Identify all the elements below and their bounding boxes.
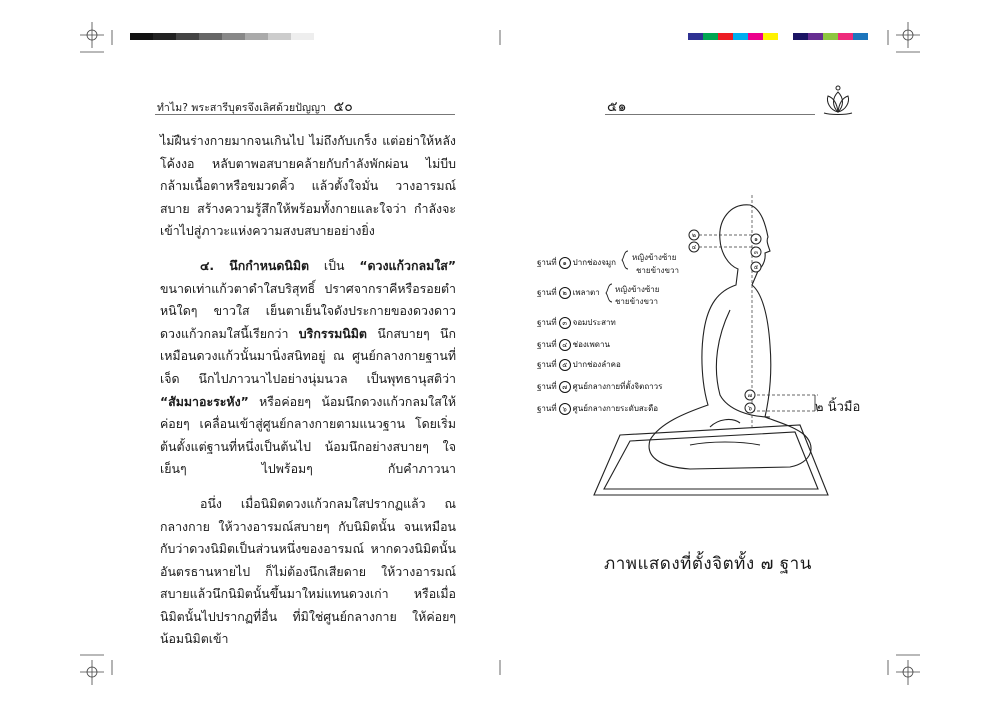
gray-swatch (245, 33, 268, 40)
meditation-mat (594, 425, 828, 495)
step-heading: ๔. นึกกำหนดนิมิต (200, 257, 310, 273)
marker-label: ๖ (748, 405, 752, 412)
paragraph-maintaining: อนึ่ง เมื่อนิมิตดวงแก้วกลมใสปรากฏแล้ว ณ กลางกาย ให้วางอารมณ์สบายๆ กับนิมิตนั้น จนเหมือนกับว่าดวงนิมิตเป็นส่วนหนึ่งของอารมณ์ หากดวงนิมิตนั้นอันตรธานหายไป ก็ไม่ต้องนึกเสียดาย ให้วางอารมณ์สบายแล้วนึกนิมิตนั้นขึ้นมาใหม่แทนดวงเก่า หรือเมื่อนิมิตนั้นไปปรากฏที่อื่น ที่มิใช่ศูนย์กลางกาย ให้ค่อยๆ น้อมนิมิตเข้า (160, 495, 456, 647)
figure-caption: ภาพแสดงที่ตั้งจิตทั้ง ๗ ฐาน (604, 554, 812, 574)
right-header-rule (605, 114, 815, 115)
color-swatch (703, 33, 718, 40)
marker-label: ๗ (747, 392, 753, 399)
base-2-right-note: ชายข้างขวา (615, 297, 658, 306)
gray-swatch (291, 33, 314, 40)
marker-label: ๒ (692, 232, 696, 239)
color-swatch (718, 33, 733, 40)
base-label-4: ฐานที่ ๔ ช่องเพดาน (537, 340, 610, 349)
base-label-6: ฐานที่ ๖ ศูนย์กลางกายระดับสะดือ (537, 404, 659, 413)
color-swatch (838, 33, 853, 40)
left-page-number: ๕๐ (333, 99, 353, 115)
grayscale-bar (130, 33, 314, 40)
crystal-ball-term: “ดวงแก้วกลมใส” (359, 257, 456, 273)
marker-label: ๕ (753, 264, 759, 271)
mantra-term: “สัมมาอะระหัง” (160, 393, 249, 409)
color-swatch (763, 33, 778, 40)
paragraph-posture: ไม่ฝืนร่างกายมากจนเกินไป ไม่ถึงกับเกร็ง แต่อย่าให้หลังโค้งงอ หลับตาพอสบายคล้ายกับกำลังพักผ่อน ไม่บีบกล้ามเนื้อตาหรือขมวดคิ้ว แล้วตั้งใจมั่น วางอารมณ์สบาย สร้างความรู้สึกให้พร้อมทั้งกายและใจว่า กำลังจะเข้าไปสู่ภาวะแห่งความสงบสบายอย่างยิ่ง (160, 133, 456, 239)
base-label-2: ฐานที่ ๒ เพลาตา (537, 288, 600, 297)
marker-label: ๑ (754, 236, 758, 243)
color-swatch (688, 33, 703, 40)
gray-swatch (268, 33, 291, 40)
left-header-rule (155, 114, 455, 115)
color-swatch (808, 33, 823, 40)
meditation-figure-illustration (590, 195, 830, 500)
gray-swatch (176, 33, 199, 40)
two-finger-width-label: ๒ นิ้วมือ (815, 400, 861, 415)
base-1-right-note: ชายข้างขวา (636, 266, 679, 275)
base-1-left-note: หญิงข้างซ้าย (632, 253, 677, 262)
base-label-5: ฐานที่ ๕ ปากช่องลำคอ (537, 360, 621, 369)
gray-swatch (222, 33, 245, 40)
gray-swatch (199, 33, 222, 40)
base-label-1: ฐานที่ ๑ ปากช่องจมูก (537, 258, 617, 267)
base-2-left-note: หญิงข้างซ้าย (615, 285, 660, 294)
color-swatch (733, 33, 748, 40)
gray-swatch (130, 33, 153, 40)
base-label-7: ฐานที่ ๗ ศูนย์กลางกายที่ตั้งจิตถาวร (537, 382, 663, 391)
color-swatch (778, 33, 793, 40)
right-page-number: ๕๑ (607, 99, 627, 115)
lotus-ornament-icon (820, 84, 856, 116)
brace-marks (600, 248, 640, 310)
left-page-body (160, 130, 456, 651)
color-swatch (793, 33, 808, 40)
marker-label: ๓ (753, 249, 759, 256)
marker-label: ๔ (691, 244, 697, 251)
base-label-3: ฐานที่ ๓ จอมประสาท (537, 318, 616, 327)
parikamma-term: บริกรรมนิมิต (298, 325, 367, 341)
left-header-title: ทำไม? พระสารีบุตรจึงเลิศด้วยปัญญา (157, 102, 327, 114)
paragraph-nimitta: ๔. นึกกำหนดนิมิต เป็น “ดวงแก้วกลมใส” ขนาดเท่าแก้วตาดำใสบริสุทธิ์ ปราศจากราคีหรือรอยตำหนิใดๆ ขาวใส เย็นตาเย็นใจดังประกายของดวงดาว ดวงแก้วกลมใสนี้เรียกว่า บริกรรมนิมิต นึกสบายๆ นึกเหมือนดวงแก้วนั้นมานิ่งสนิทอยู่ ณ ศูนย์กลางกายฐานที่เจ็ด นึกไปภาวนาไปอย่างนุ่มนวล เป็นพุทธานุสติว่า “สัมมาอะระหัง” หรือค่อยๆ น้อมนึกดวงแก้วกลมใสให้ค่อยๆ เคลื่อนเข้าสู่ศูนย์กลางกายตามแนวฐาน โดยเริ่มต้นตั้งแต่ฐานที่หนึ่งเป็นต้นไป น้อมนึกอย่างสบายๆ ใจเย็นๆ ไปพร้อมๆ กับคำภาวนา (160, 257, 456, 477)
color-bar (688, 33, 868, 40)
color-swatch (823, 33, 838, 40)
gray-swatch (153, 33, 176, 40)
color-swatch (853, 33, 868, 40)
color-swatch (748, 33, 763, 40)
